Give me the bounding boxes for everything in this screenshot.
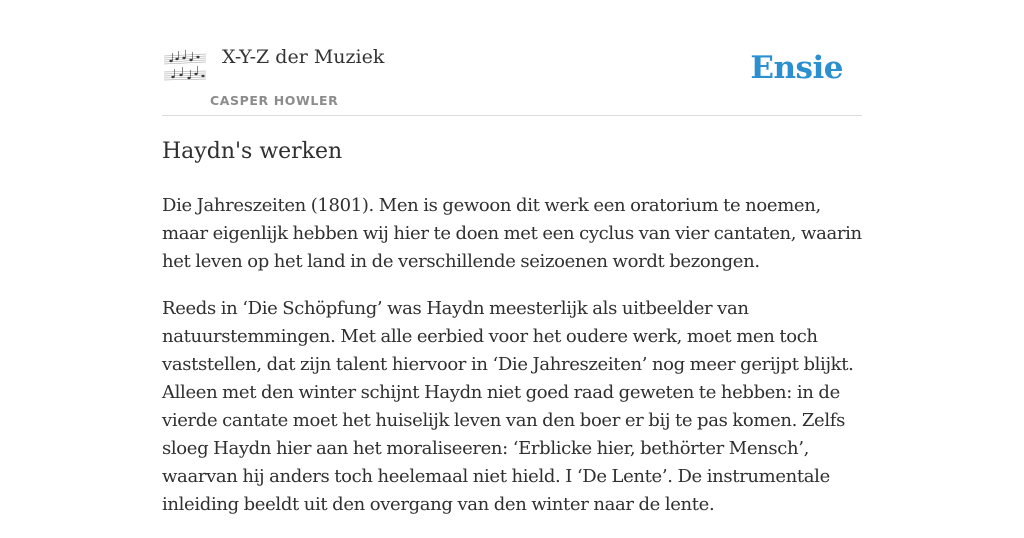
article-title: Haydn's werken [162,139,343,164]
brand-logo[interactable]: Ensie [750,50,843,86]
author-name[interactable]: CASPER HOWLER [210,93,339,108]
paragraph: Die Jahreszeiten (1801). Men is gewoon dit werk een oratorium te noemen, maar eigenlijk hebben wij hier te doen met een cyclus van vier cantaten, waarin het leven op het land in de verschillende seizoenen wordt bezongen. [162,195,862,272]
book-title[interactable]: X-Y-Z der Muziek [222,46,385,68]
page [162,0,862,515]
header [162,0,862,116]
sheet-music-icon[interactable] [162,44,208,88]
article-body [162,192,862,538]
paragraph: Reeds in ‘Die Schöpfung’ was Haydn meesterlijk als uitbeelder van natuurstemmingen. Met alle eerbied voor het oudere werk, moet men toch vaststellen, dat zijn talent hiervoor in ‘Die Jahreszeiten’ nog meer gerijpt blijkt. Alleen met den winter schijnt Haydn niet goed raad geweten te hebben: in de vierde cantate moet het huiselijk leven van den boer er bij te pas komen. Zelfs sloeg Haydn hier aan het moraliseeren: ‘Erblicke hier, bethörter Mensch’, waarvan hij anders toch heelemaal niet hield. I ‘De Lente’. De instrumentale inleiding beeldt uit den overgang van den winter naar de lente. [162,298,854,515]
